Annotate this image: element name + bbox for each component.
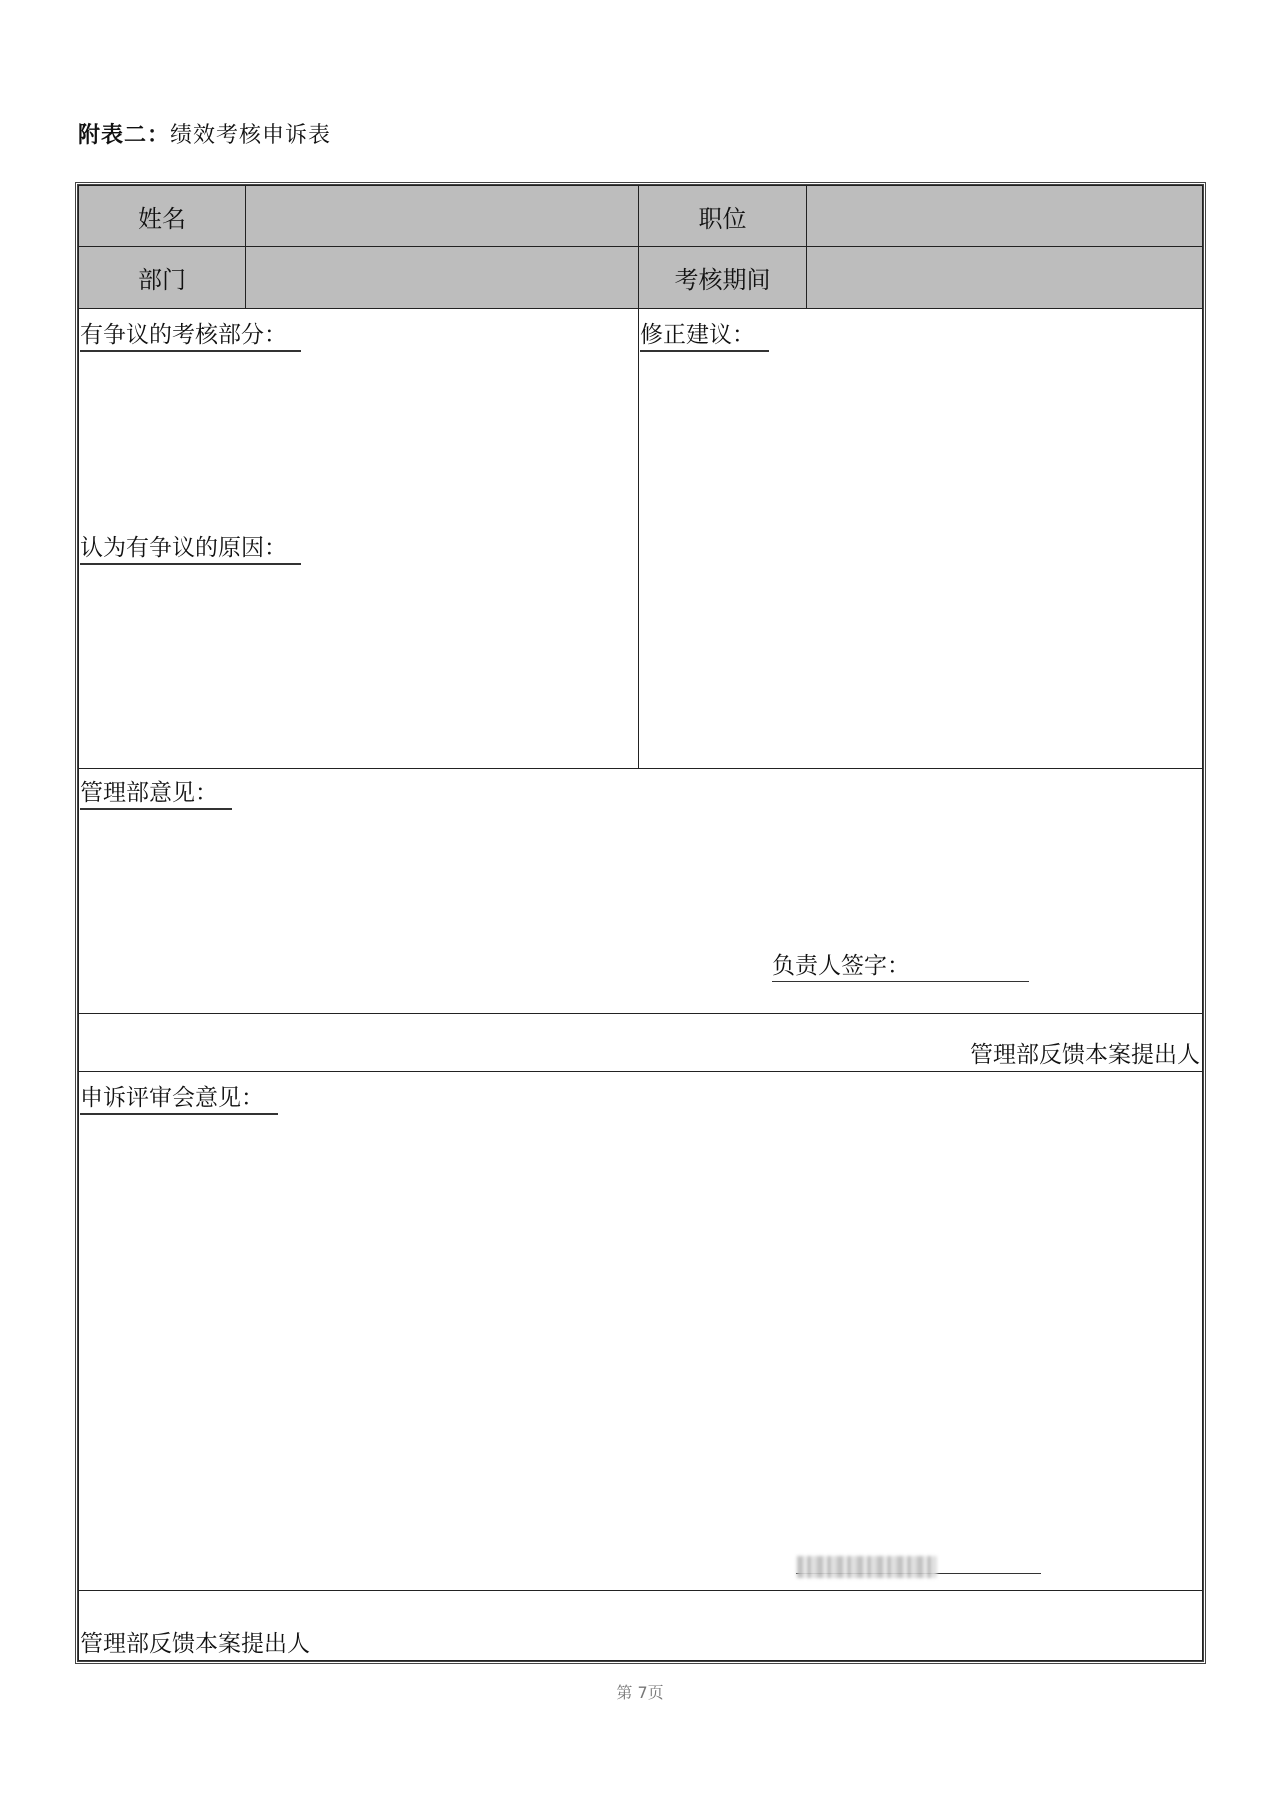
- position-label: 职位: [698, 204, 747, 233]
- signature-label: 负责人签字：: [772, 953, 910, 979]
- signature-line: [772, 981, 1029, 982]
- form-title-prefix: 附表二：: [78, 123, 171, 148]
- form-title: [78, 118, 331, 149]
- suggestion-cell[interactable]: [638, 308, 1203, 769]
- dept-label: 部门: [138, 266, 186, 294]
- committee-feedback-text: 管理部反馈本案提出人: [80, 1631, 310, 1657]
- dispute-reason-label: 认为有争议的原因：: [80, 534, 301, 565]
- position-label-cell: [638, 185, 807, 247]
- period-value-cell[interactable]: [806, 246, 1203, 309]
- mgmt-opinion-cell[interactable]: [78, 768, 1203, 1014]
- committee-opinion-cell[interactable]: [78, 1071, 1203, 1591]
- dept-value-cell[interactable]: [245, 246, 639, 309]
- position-value-cell[interactable]: [806, 185, 1203, 247]
- name-label-cell: [78, 185, 246, 247]
- name-value-cell[interactable]: [245, 185, 639, 247]
- appeal-form-table: [75, 182, 1206, 1664]
- committee-opinion-label: 申诉评审会意见：: [80, 1084, 278, 1115]
- dept-label-cell: [78, 246, 246, 309]
- mgmt-feedback-text: 管理部反馈本案提出人: [970, 1042, 1200, 1068]
- form-title-text: 绩效考核申诉表: [170, 123, 332, 148]
- period-label-cell: [638, 246, 807, 309]
- mgmt-feedback-cell: [78, 1013, 1203, 1072]
- page-number: 第 7页: [616, 1683, 664, 1702]
- disputed-part-label: 有争议的考核部分：: [80, 321, 301, 352]
- period-label: 考核期间: [674, 266, 771, 294]
- committee-feedback-cell: [78, 1590, 1203, 1661]
- blurred-signature-image: [797, 1556, 937, 1578]
- dispute-cell[interactable]: [78, 308, 639, 769]
- suggestion-label: 修正建议：: [640, 321, 769, 352]
- name-label: 姓名: [138, 204, 186, 233]
- mgmt-opinion-label: 管理部意见：: [80, 779, 232, 810]
